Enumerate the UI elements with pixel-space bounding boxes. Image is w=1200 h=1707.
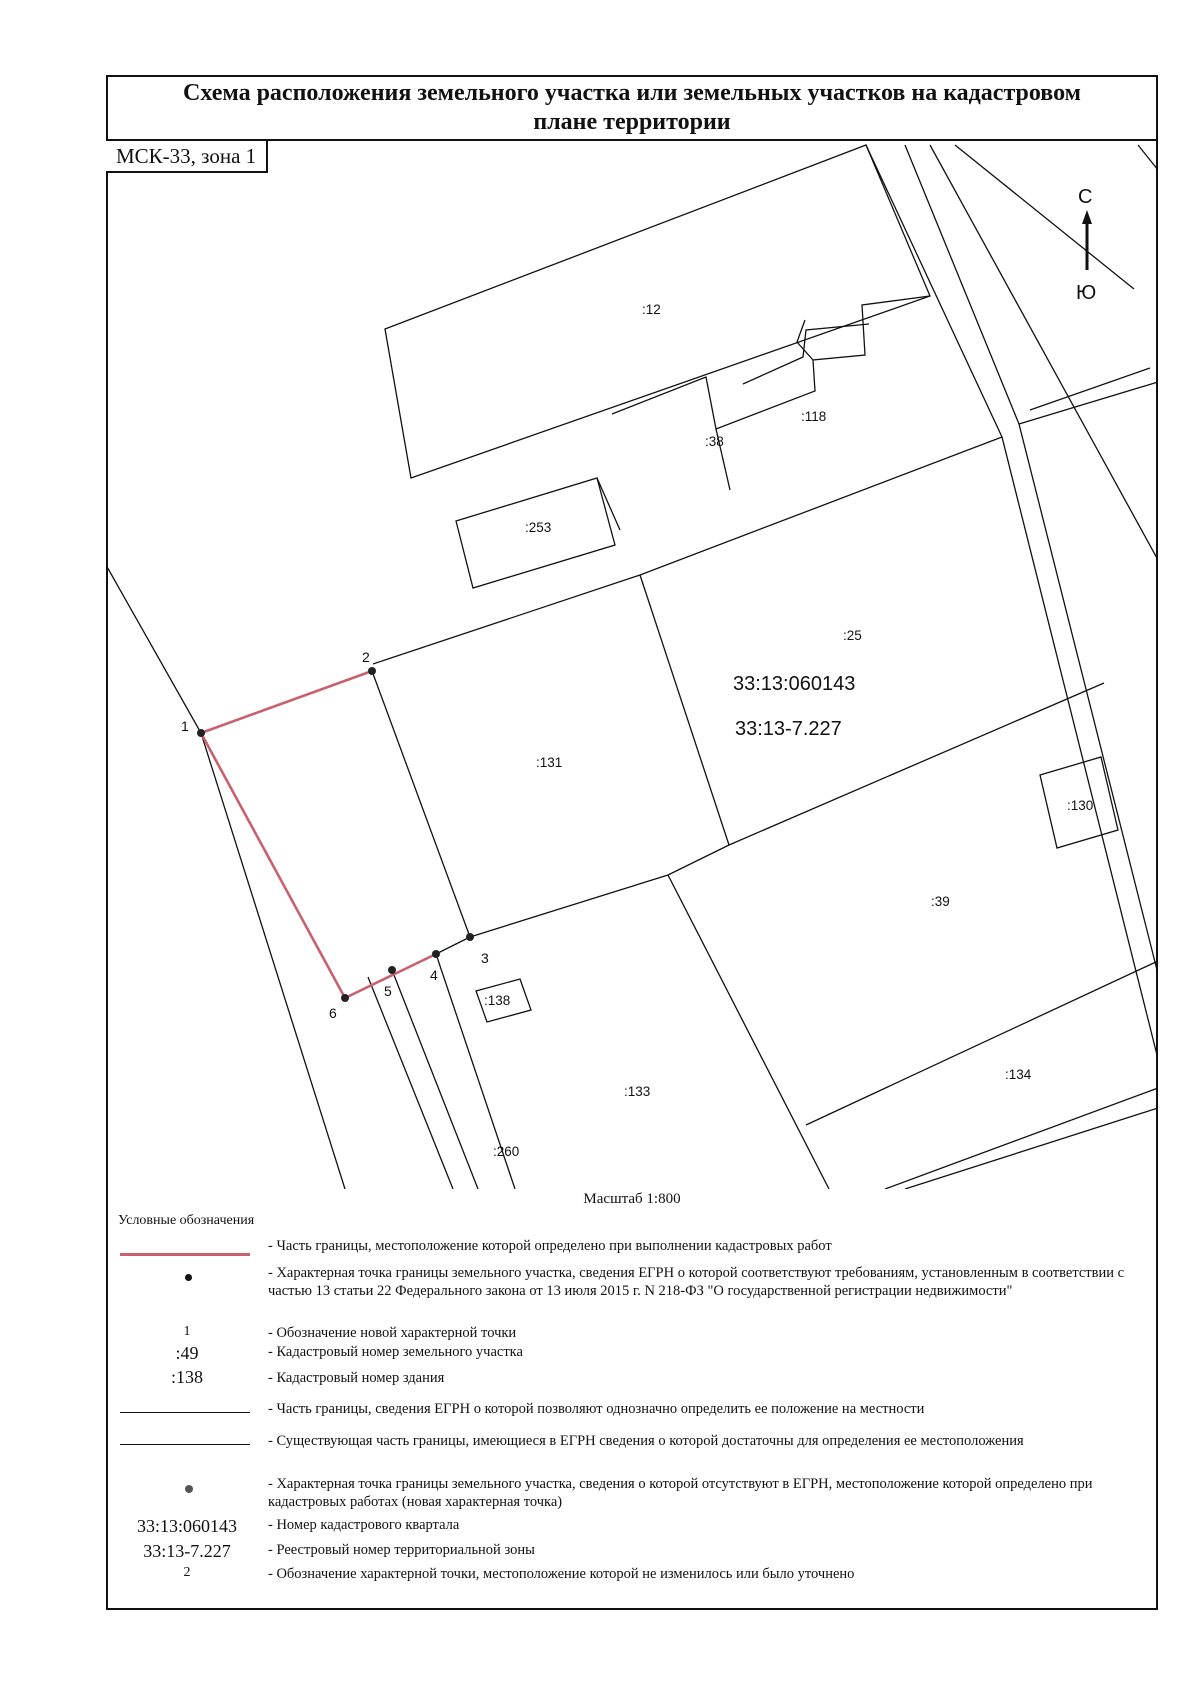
point-1-marker: [197, 729, 205, 737]
legend-pink-line-symbol: [120, 1253, 250, 1256]
parcel-label-118: :118: [801, 409, 827, 424]
parcel-label-131: :131: [536, 755, 563, 770]
point-2-marker: [368, 667, 376, 675]
point-6-marker: [341, 994, 349, 1002]
road-edge-4: [955, 145, 1134, 289]
road-edge-3: [930, 145, 1158, 560]
parcel-134-bottom-2: [905, 1108, 1158, 1189]
parcel-label-12: :12: [642, 302, 661, 317]
legend-symbol: 33:13:060143: [136, 1516, 237, 1536]
point-5-label: 5: [384, 983, 392, 999]
parcel-right-edge: [1030, 368, 1150, 410]
parcel-label-260: :260: [493, 1144, 520, 1159]
legend-text: - Существующая часть границы, имеющиеся в ЕГРН сведения о которой достаточны для определения ее местоположения: [268, 1433, 1024, 1449]
parcel-label-138: :138: [484, 993, 511, 1008]
parcel-131-bottom: [470, 845, 729, 937]
point-3-label: 3: [481, 950, 489, 966]
title-line-1: Схема расположения земельного участка или земельных участков на кадастровом: [183, 80, 1081, 106]
title-line-2: плане территории: [533, 109, 731, 135]
legend-text: - Обозначение характерной точки, местоположение которой не изменилось или было уточнено: [268, 1566, 855, 1582]
legend-text: - Характерная точка границы земельного участка, сведения ЕГРН о которой соответствуют требованиям, установленным в соответствии с частью 13 статьи 22 Федерального закона от 13 июля 2015 г. N 218-ФЗ "О государственной регистрации недвижимости": [268, 1265, 1125, 1299]
territorial-zone-label: 33:13-7.227: [735, 718, 842, 740]
legend-text: - Характерная точка границы земельного участка, сведения о которой отсутствуют в ЕГРН, местоположение которой определено при кадастровых работах (новая характерная точка): [268, 1476, 1093, 1510]
point-6-label: 6: [329, 1005, 337, 1021]
legend-dot-symbol: [185, 1485, 193, 1493]
legend-text: - Часть границы, местоположение которой определено при выполнении кадастровых работ: [268, 1238, 832, 1254]
plot-new-boundary-north: [201, 671, 372, 733]
parcel-25-divider: [640, 575, 729, 845]
point-2-label: 2: [362, 649, 370, 665]
legend-dot-symbol: [185, 1274, 192, 1281]
plot-new-boundary-west: [201, 733, 345, 998]
legend-symbol: :138: [170, 1367, 203, 1387]
legend-symbol: 2: [183, 1565, 191, 1580]
parcel-39-bottom: [806, 961, 1158, 1125]
parcel-39-divider: [668, 875, 829, 1189]
legend-text: - Номер кадастрового квартала: [268, 1517, 460, 1533]
coordinate-system-label: МСК-33, зона 1: [106, 141, 268, 173]
north-label: С: [1078, 186, 1093, 208]
plot-old-bottom: [436, 937, 470, 954]
map-scale: Масштаб 1:800: [583, 1191, 681, 1207]
legend-line-symbol: [120, 1444, 250, 1445]
legend-symbol: :49: [175, 1343, 199, 1363]
point-5-marker: [388, 966, 396, 974]
road-edge-1: [866, 145, 1158, 1059]
parcel-134-bottom-1: [885, 1088, 1158, 1189]
boundary-street-left: [368, 977, 453, 1189]
point-1-label: 1: [181, 718, 189, 734]
road-edge-2: [905, 145, 1158, 974]
legend-text: - Кадастровый номер здания: [268, 1370, 445, 1386]
legend-line-symbol: [120, 1412, 250, 1413]
point-3-marker: [466, 933, 474, 941]
parcel-label-134: :134: [1005, 1067, 1032, 1082]
boundary-street-mid: [392, 970, 478, 1189]
boundary-left-diagonal: [106, 565, 345, 1189]
parcel-25-bottom: [729, 683, 1104, 845]
cadastral-map: [106, 141, 1158, 1189]
map-canvas: [106, 141, 1158, 1189]
page-title: [106, 75, 1158, 141]
parcel-label-133: :133: [624, 1084, 651, 1099]
point-4-label: 4: [430, 967, 438, 983]
plot-old-right: [372, 671, 470, 937]
legend-text: - Часть границы, сведения ЕГРН о которой позволяют однозначно определить ее положение на местности: [268, 1401, 925, 1417]
legend-symbol: 33:13-7.227: [143, 1541, 231, 1561]
legend-text: - Реестровый номер территориальной зоны: [268, 1542, 535, 1558]
legend-symbol: 1: [183, 1324, 191, 1339]
cadastral-quarter-label: 33:13:060143: [733, 673, 856, 695]
parcel-label-25: :25: [843, 628, 862, 643]
parcel-label-253: :253: [525, 520, 552, 535]
legend-text: - Обозначение новой характерной точки: [268, 1325, 517, 1341]
parcel-label-39: :39: [931, 894, 950, 909]
parcel-right-corner: [1138, 145, 1158, 170]
parcel-118-step: [743, 324, 869, 384]
south-label: Ю: [1076, 282, 1097, 304]
legend-heading: Условные обозначения: [118, 1213, 255, 1228]
parcel-label-130: :130: [1067, 798, 1094, 813]
parcel-25-top: [373, 437, 1002, 664]
point-4-marker: [432, 950, 440, 958]
parcel-right-top: [1019, 382, 1158, 424]
legend-text: - Кадастровый номер земельного участка: [268, 1344, 523, 1360]
parcel-label-38: :38: [705, 434, 724, 449]
